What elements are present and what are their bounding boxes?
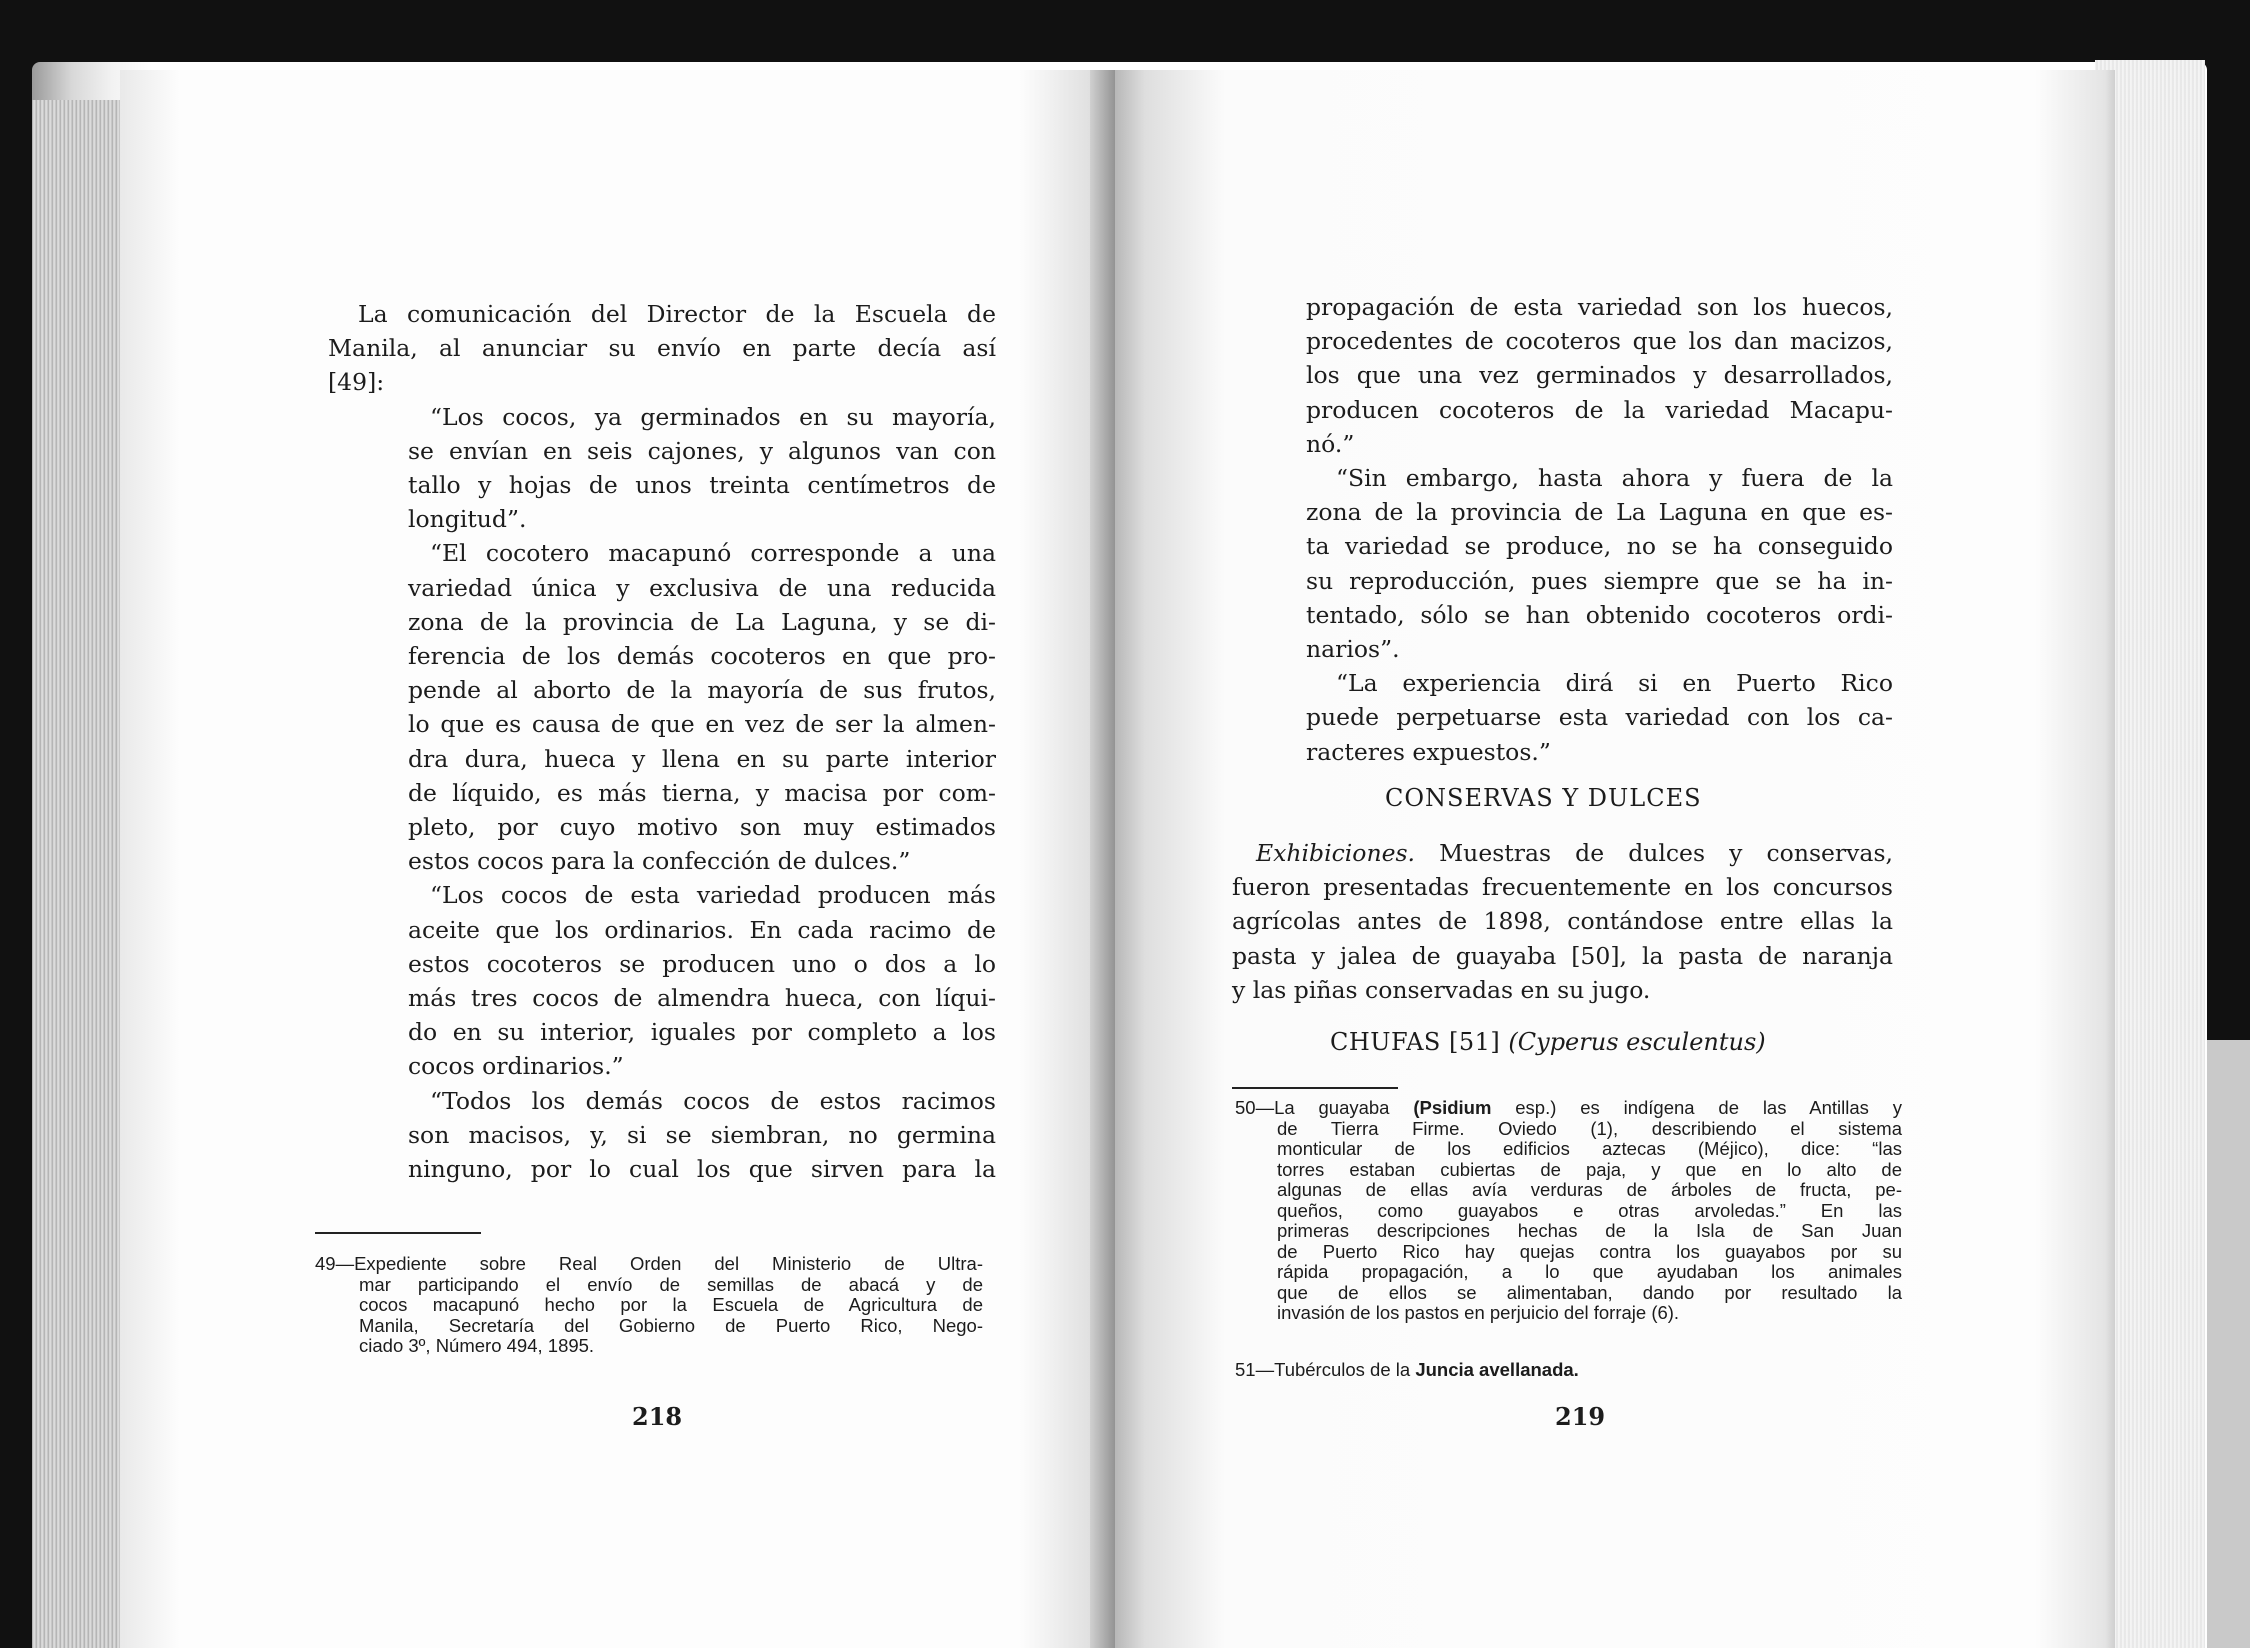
left-page-body [328, 297, 996, 1186]
heading-conservas-y-dulces: CONSERVAS Y DULCES [1385, 784, 1702, 812]
text-line: de Tierra Firme. Oviedo (1), describiendo el sistema [1277, 1117, 1902, 1139]
footnote-49 [315, 1254, 983, 1357]
heading-chufas-latin: (Cyperus esculentus) [1508, 1028, 1766, 1056]
text-line: “Sin embargo, hasta ahora y fuera de la [1336, 464, 1893, 493]
exhibiciones-line: agrícolas antes de 1898, contándose entre ellas la [1232, 907, 1893, 936]
text-line: queños, como guayabos e otras arvoledas.” En las [1277, 1199, 1902, 1221]
left-footnote-rule [315, 1232, 481, 1234]
exhibiciones-line-0: Muestras de dulces y conservas, [1439, 839, 1893, 867]
text-line: ciado 3º, Número 494, 1895. [359, 1335, 595, 1356]
text-line: propagación de esta variedad son los huecos, [1306, 293, 1893, 321]
text-line: narios”. [1306, 635, 1400, 664]
text-line: invasión de los pastos en perjuicio del forraje (6). [1277, 1302, 1680, 1323]
left-paragraph [328, 1084, 996, 1187]
text-line: los que una vez germinados y desarrollados, [1306, 361, 1893, 390]
text-line: racteres expuestos.” [1306, 737, 1551, 766]
exhibiciones-line: fueron presentadas frecuentemente en los concursos [1232, 873, 1893, 902]
text-line: estos cocoteros se producen uno o dos a lo [408, 949, 996, 978]
exhibiciones-line: pasta y jalea de guayaba [50], la pasta de naranja [1232, 941, 1893, 970]
text-line: mar participando el envío de semillas de abacá y de [359, 1273, 983, 1295]
text-line: monticular de los edificios aztecas (Méjico), dice: “las [1277, 1138, 1902, 1159]
text-line: cocos macapunó hecho por la Escuela de Agricultura de [359, 1294, 983, 1315]
text-line: estos cocos para la confección de dulces.” [408, 847, 911, 876]
right-paragraph [1306, 461, 1893, 666]
footnote-50-bold: (Psidium [1413, 1097, 1492, 1118]
footnote-50-suffix: esp.) es indígena de las Antillas y [1491, 1097, 1902, 1118]
text-line: ferencia de los demás cocoteros en que pro- [408, 642, 996, 671]
left-paragraph [328, 297, 996, 400]
exhibiciones-line: y las piñas conservadas en su jugo. [1232, 975, 1651, 1004]
text-line: producen cocoteros de la variedad Macapu- [1306, 395, 1893, 424]
text-line: “Todos los demás cocos de estos racimos [430, 1086, 996, 1115]
text-line: nó.” [1306, 429, 1355, 458]
text-line: “Los cocos de esta variedad producen más [430, 881, 996, 910]
text-line: pleto, por cuyo motivo son muy estimados [408, 813, 996, 842]
text-line: puede perpetuarse esta variedad con los ca- [1306, 703, 1893, 732]
exhibiciones-paragraph [1232, 836, 1893, 1007]
text-line: longitud”. [408, 505, 527, 534]
left-paragraph [328, 536, 996, 878]
text-line: torres estaban cubiertas de paja, y que en lo alto de [1277, 1158, 1902, 1180]
exhibiciones-first-line [1232, 836, 1893, 870]
right-paragraph [1306, 666, 1893, 769]
text-line: “La experiencia dirá si en Puerto Rico [1336, 669, 1893, 698]
text-line: son macisos, y, si se siembran, no germina [408, 1120, 996, 1149]
right-footnote-rule [1232, 1087, 1398, 1089]
text-line: más tres cocos de almendra hueca, con líqui- [408, 984, 996, 1013]
text-line: rápida propagación, a lo que ayudaban los animales [1277, 1261, 1902, 1282]
text-line: cocos ordinarios.” [408, 1052, 624, 1081]
text-line: [49]: [328, 368, 385, 397]
text-line: de Puerto Rico hay quejas contra los guayabos por su [1277, 1240, 1902, 1262]
footnote-50-prefix: 50—La guayaba [1235, 1097, 1414, 1118]
footnote-50-first-line [1235, 1098, 1902, 1119]
right-paragraph [1306, 290, 1893, 461]
text-line: pende al aborto de la mayoría de sus frutos, [408, 676, 996, 705]
text-line: su reproducción, pues siempre que se ha in- [1306, 566, 1893, 595]
text-line: “Los cocos, ya germinados en su mayoría, [430, 402, 996, 431]
text-line: dra dura, hueca y llena en su parte interior [408, 744, 996, 773]
text-line: procedentes de cocoteros que los dan macizos, [1306, 327, 1893, 356]
text-line: que de ellos se alimentaban, dando por resultado la [1277, 1281, 1902, 1303]
text-line: algunas de ellas avía verduras de árboles de fructa, pe- [1277, 1179, 1902, 1200]
footnote-51-bold: Juncia avellanada. [1415, 1359, 1579, 1380]
text-line: zona de la provincia de La Laguna, y se di- [408, 607, 996, 636]
footnote-51-prefix: 51—Tubérculos de la [1235, 1359, 1416, 1380]
left-paragraph [328, 878, 996, 1083]
text-line: zona de la provincia de La Laguna en que es- [1306, 498, 1893, 527]
text-line: “El cocotero macapunó corresponde a una [430, 539, 996, 568]
text-line: aceite que los ordinarios. En cada racimo de [408, 915, 996, 944]
text-line: ninguno, por lo cual los que sirven para la [408, 1155, 996, 1184]
page-number-left: 218 [632, 1402, 683, 1431]
text-line: lo que es causa de que en vez de ser la almen- [408, 710, 996, 739]
text-line: primeras descripciones hechas de la Isla de San Juan [1277, 1220, 1902, 1241]
left-paragraph [328, 400, 996, 537]
text-line: tallo y hojas de unos treinta centímetros de [408, 471, 996, 500]
footnote-50-lines [1235, 1119, 1902, 1324]
footnote-50 [1235, 1098, 1902, 1324]
heading-chufas-text: CHUFAS [51] [1330, 1028, 1501, 1056]
text-line: 49—Expediente sobre Real Orden del Ministerio de Ultra- [315, 1253, 983, 1274]
text-line: ta variedad se produce, no se ha conseguido [1306, 532, 1893, 561]
exhibiciones-label: Exhibiciones. [1256, 839, 1416, 867]
text-line: La comunicación del Director de la Escuela de [358, 300, 996, 328]
page-number-right: 219 [1555, 1402, 1606, 1431]
right-page-body [1306, 290, 1893, 769]
text-line: do en su interior, iguales por completo a los [408, 1018, 996, 1047]
text-line: variedad única y exclusiva de una reducida [408, 573, 996, 602]
text-line: de líquido, es más tierna, y macisa por com- [408, 778, 996, 807]
heading-chufas [1330, 1028, 1766, 1056]
text-line: Manila, Secretaría del Gobierno de Puerto Rico, Nego- [359, 1314, 983, 1336]
footnote-51 [1235, 1360, 1902, 1381]
text-line: tentado, sólo se han obtenido cocoteros ordi- [1306, 600, 1893, 629]
text-line: se envían en seis cajones, y algunos van con [408, 436, 996, 465]
text-line: Manila, al anunciar su envío en parte decía así [328, 334, 996, 363]
scanner-bed-patch [2200, 1040, 2250, 1648]
